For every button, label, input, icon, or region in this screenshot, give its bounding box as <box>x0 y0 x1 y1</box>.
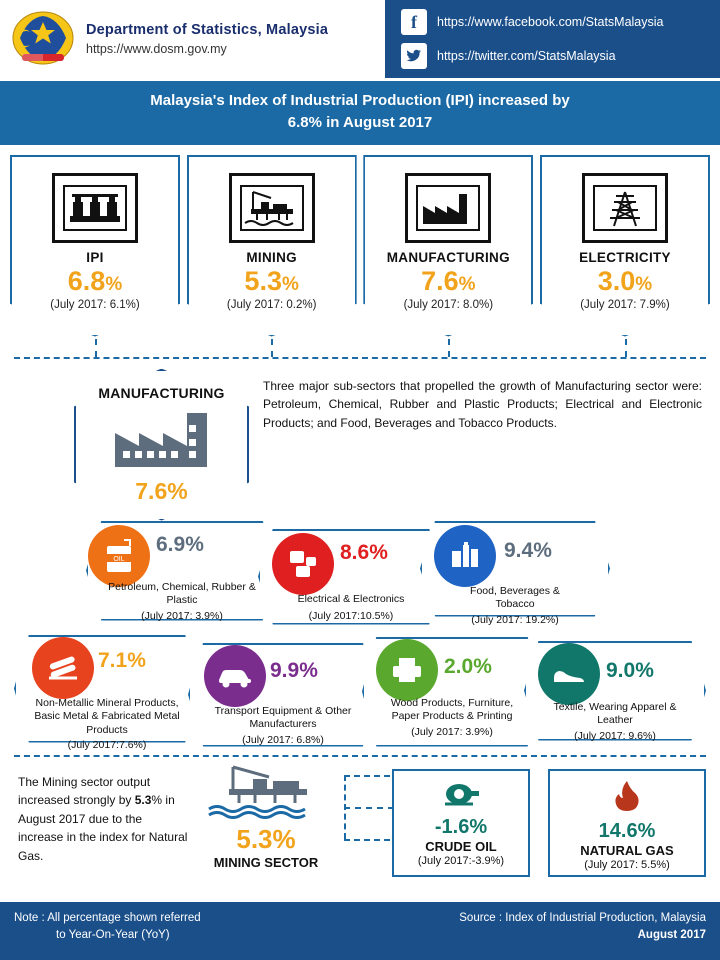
footer-source-line2: August 2017 <box>637 929 706 942</box>
subsector-nonmetallic-name: Non-Metallic Mineral Products, Basic Metal & Fabricated Metal Products <box>34 696 180 736</box>
card-mining-pct: 5.3% <box>244 265 299 296</box>
card-ipi[interactable] <box>10 155 180 337</box>
subsector-transport[interactable] <box>188 643 378 747</box>
manufacturing-hex[interactable] <box>74 369 249 521</box>
subsector-transport-pct: 9.9% <box>270 658 318 682</box>
twitter-icon[interactable] <box>401 43 427 69</box>
subsector-nonmetallic[interactable] <box>14 635 200 752</box>
footer-source <box>459 910 706 952</box>
twitter-url[interactable]: https://twitter.com/StatsMalaysia <box>437 49 616 63</box>
manufacturing-title: MANUFACTURING <box>98 384 225 401</box>
card-manufacturing-pct: 7.6% <box>421 265 476 296</box>
page-header <box>0 0 720 78</box>
subsector-wood[interactable] <box>362 637 542 747</box>
factory-icon <box>405 173 491 243</box>
dashed-connector-row <box>0 339 720 365</box>
mining-sector-block[interactable] <box>192 763 340 870</box>
subsector-transport-prev: (July 2017: 6.8%) <box>242 733 324 746</box>
mining-text-after: % in August 2017 due to the increase in the index for Natural Gas. <box>18 793 188 863</box>
car-icon <box>204 645 266 707</box>
subsector-electrical-prev: (July 2017:10.5%) <box>308 610 394 623</box>
header-social <box>385 0 720 78</box>
facebook-url[interactable]: https://www.facebook.com/StatsMalaysia <box>437 15 664 29</box>
mining-pct: 5.3% <box>236 823 296 854</box>
subsector-petroleum-pct: 6.9% <box>156 532 204 556</box>
crude-oil-name: CRUDE OIL <box>425 838 497 854</box>
page-title-line1: Malaysia's Index of Industrial Production (IPI) increased by <box>150 92 570 109</box>
subsector-row-2 <box>0 627 720 753</box>
subsector-transport-name: Transport Equipment & Other Manufacturers <box>214 704 352 731</box>
malaysia-crest-icon <box>10 8 76 70</box>
natural-gas-prev: (July 2017: 5.5%) <box>584 858 670 871</box>
svg-text:OIL: OIL <box>113 555 125 563</box>
department-url[interactable]: https://www.dosm.gov.my <box>86 42 227 56</box>
department-title: Department of Statistics, Malaysia <box>86 22 329 38</box>
metal-pipes-icon <box>32 637 94 699</box>
subsector-electrical-name: Electrical & Electronics <box>297 592 405 605</box>
mining-section <box>0 755 720 895</box>
subsector-wood-prev: (July 2017: 3.9%) <box>411 725 493 738</box>
subsector-textile-name: Textile, Wearing Apparel & Leather <box>553 700 677 727</box>
twitter-row[interactable] <box>401 43 720 69</box>
card-mining-label: MINING <box>246 249 297 265</box>
subsector-electrical-pct: 8.6% <box>340 540 388 564</box>
mining-rig-icon <box>192 763 340 824</box>
card-manufacturing[interactable] <box>363 155 533 337</box>
circuit-chip-icon <box>272 533 334 595</box>
shoe-icon <box>538 643 600 705</box>
natural-gas-pct: 14.6% <box>598 819 656 842</box>
pylon-icon <box>582 173 668 243</box>
card-mining[interactable] <box>187 155 357 337</box>
oil-barrel-icon <box>88 525 150 587</box>
manufacturing-factory-icon <box>98 405 224 476</box>
subsector-food-pct: 9.4% <box>504 538 552 562</box>
subsector-food-name: Food, Beverages & Tobacco <box>470 584 560 611</box>
page-title <box>0 78 720 145</box>
mining-item-natural-gas[interactable] <box>548 769 706 877</box>
footer-note-line1: Note : All percentage shown referred <box>14 912 201 924</box>
card-manufacturing-label: MANUFACTURING <box>386 249 510 265</box>
page-title-line2: 6.8% in August 2017 <box>287 113 433 131</box>
subsector-wood-pct: 2.0% <box>444 654 492 678</box>
subsector-petroleum[interactable] <box>86 521 278 621</box>
footer-source-line1: Source : Index of Industrial Production, Malaysia <box>459 912 706 924</box>
top-indicator-cards <box>0 145 720 337</box>
crude-oil-prev: (July 2017:-3.9%) <box>417 854 505 867</box>
subsector-nonmetallic-prev: (July 2017:7.6%) <box>67 739 147 752</box>
page-footer <box>0 902 720 960</box>
oil-rig-icon <box>229 173 315 243</box>
department-text <box>86 22 328 56</box>
ipi-machines-icon <box>52 173 138 243</box>
card-electricity-pct: 3.0% <box>597 265 653 296</box>
subsector-textile-pct: 9.0% <box>606 658 654 682</box>
crude-oil-pct: -1.6% <box>434 815 488 838</box>
subsector-row-1 <box>0 515 720 627</box>
footer-note-line2: to Year-On-Year (YoY) <box>56 929 170 942</box>
food-bottles-icon <box>434 525 496 587</box>
facebook-row[interactable] <box>401 9 720 35</box>
natural-gas-name: NATURAL GAS <box>580 842 674 858</box>
subsector-wood-name: Wood Products, Furniture, Paper Products & Printing <box>390 696 514 723</box>
mining-text-before: The Mining sector output increased strongly by <box>18 774 151 808</box>
manufacturing-block <box>0 365 720 521</box>
card-electricity[interactable] <box>540 155 710 337</box>
oil-drum-icon <box>400 779 522 814</box>
card-electricity-label: ELECTRICITY <box>579 249 671 265</box>
facebook-icon[interactable]: f <box>401 9 427 35</box>
card-manufacturing-prev: (July 2017: 8.0%) <box>403 298 494 311</box>
mining-item-crude-oil[interactable] <box>392 769 530 877</box>
card-ipi-label: IPI <box>86 249 104 265</box>
subsector-electrical[interactable] <box>258 529 444 625</box>
subsector-textile-prev: (July 2017: 9.6%) <box>574 729 656 742</box>
card-electricity-prev: (July 2017: 7.9%) <box>580 298 670 311</box>
mining-label: MINING SECTOR <box>213 854 319 870</box>
card-ipi-prev: (July 2017: 6.1%) <box>50 298 140 311</box>
mining-text-bold: 5.3 <box>134 793 152 808</box>
subsector-nonmetallic-pct: 7.1% <box>98 648 146 672</box>
subsector-petroleum-prev: (July 2017: 3.9%) <box>141 609 223 622</box>
footer-note <box>14 910 201 952</box>
mining-text-block <box>18 773 188 866</box>
subsector-petroleum-name: Petroleum, Chemical, Rubber & Plastic <box>108 580 256 607</box>
header-left <box>0 8 385 70</box>
subsector-textile[interactable] <box>524 641 706 741</box>
subsector-food-prev: (July 2017: 19.2%) <box>471 613 559 626</box>
card-mining-prev: (July 2017: 0.2%) <box>226 298 317 311</box>
card-ipi-pct: 6.8% <box>67 265 123 296</box>
manufacturing-pct: 7.6% <box>135 477 188 504</box>
subsector-food[interactable] <box>420 521 610 626</box>
printer-icon <box>376 639 438 701</box>
manufacturing-note: Three major sub-sectors that propelled the growth of Manufacturing sector were: Petroleum, Chemical, Rubber and Plastic Products; Electrical and Electronic Products; and Food, Beverages and Tobacco Products. <box>263 378 702 430</box>
flame-icon <box>556 779 698 818</box>
